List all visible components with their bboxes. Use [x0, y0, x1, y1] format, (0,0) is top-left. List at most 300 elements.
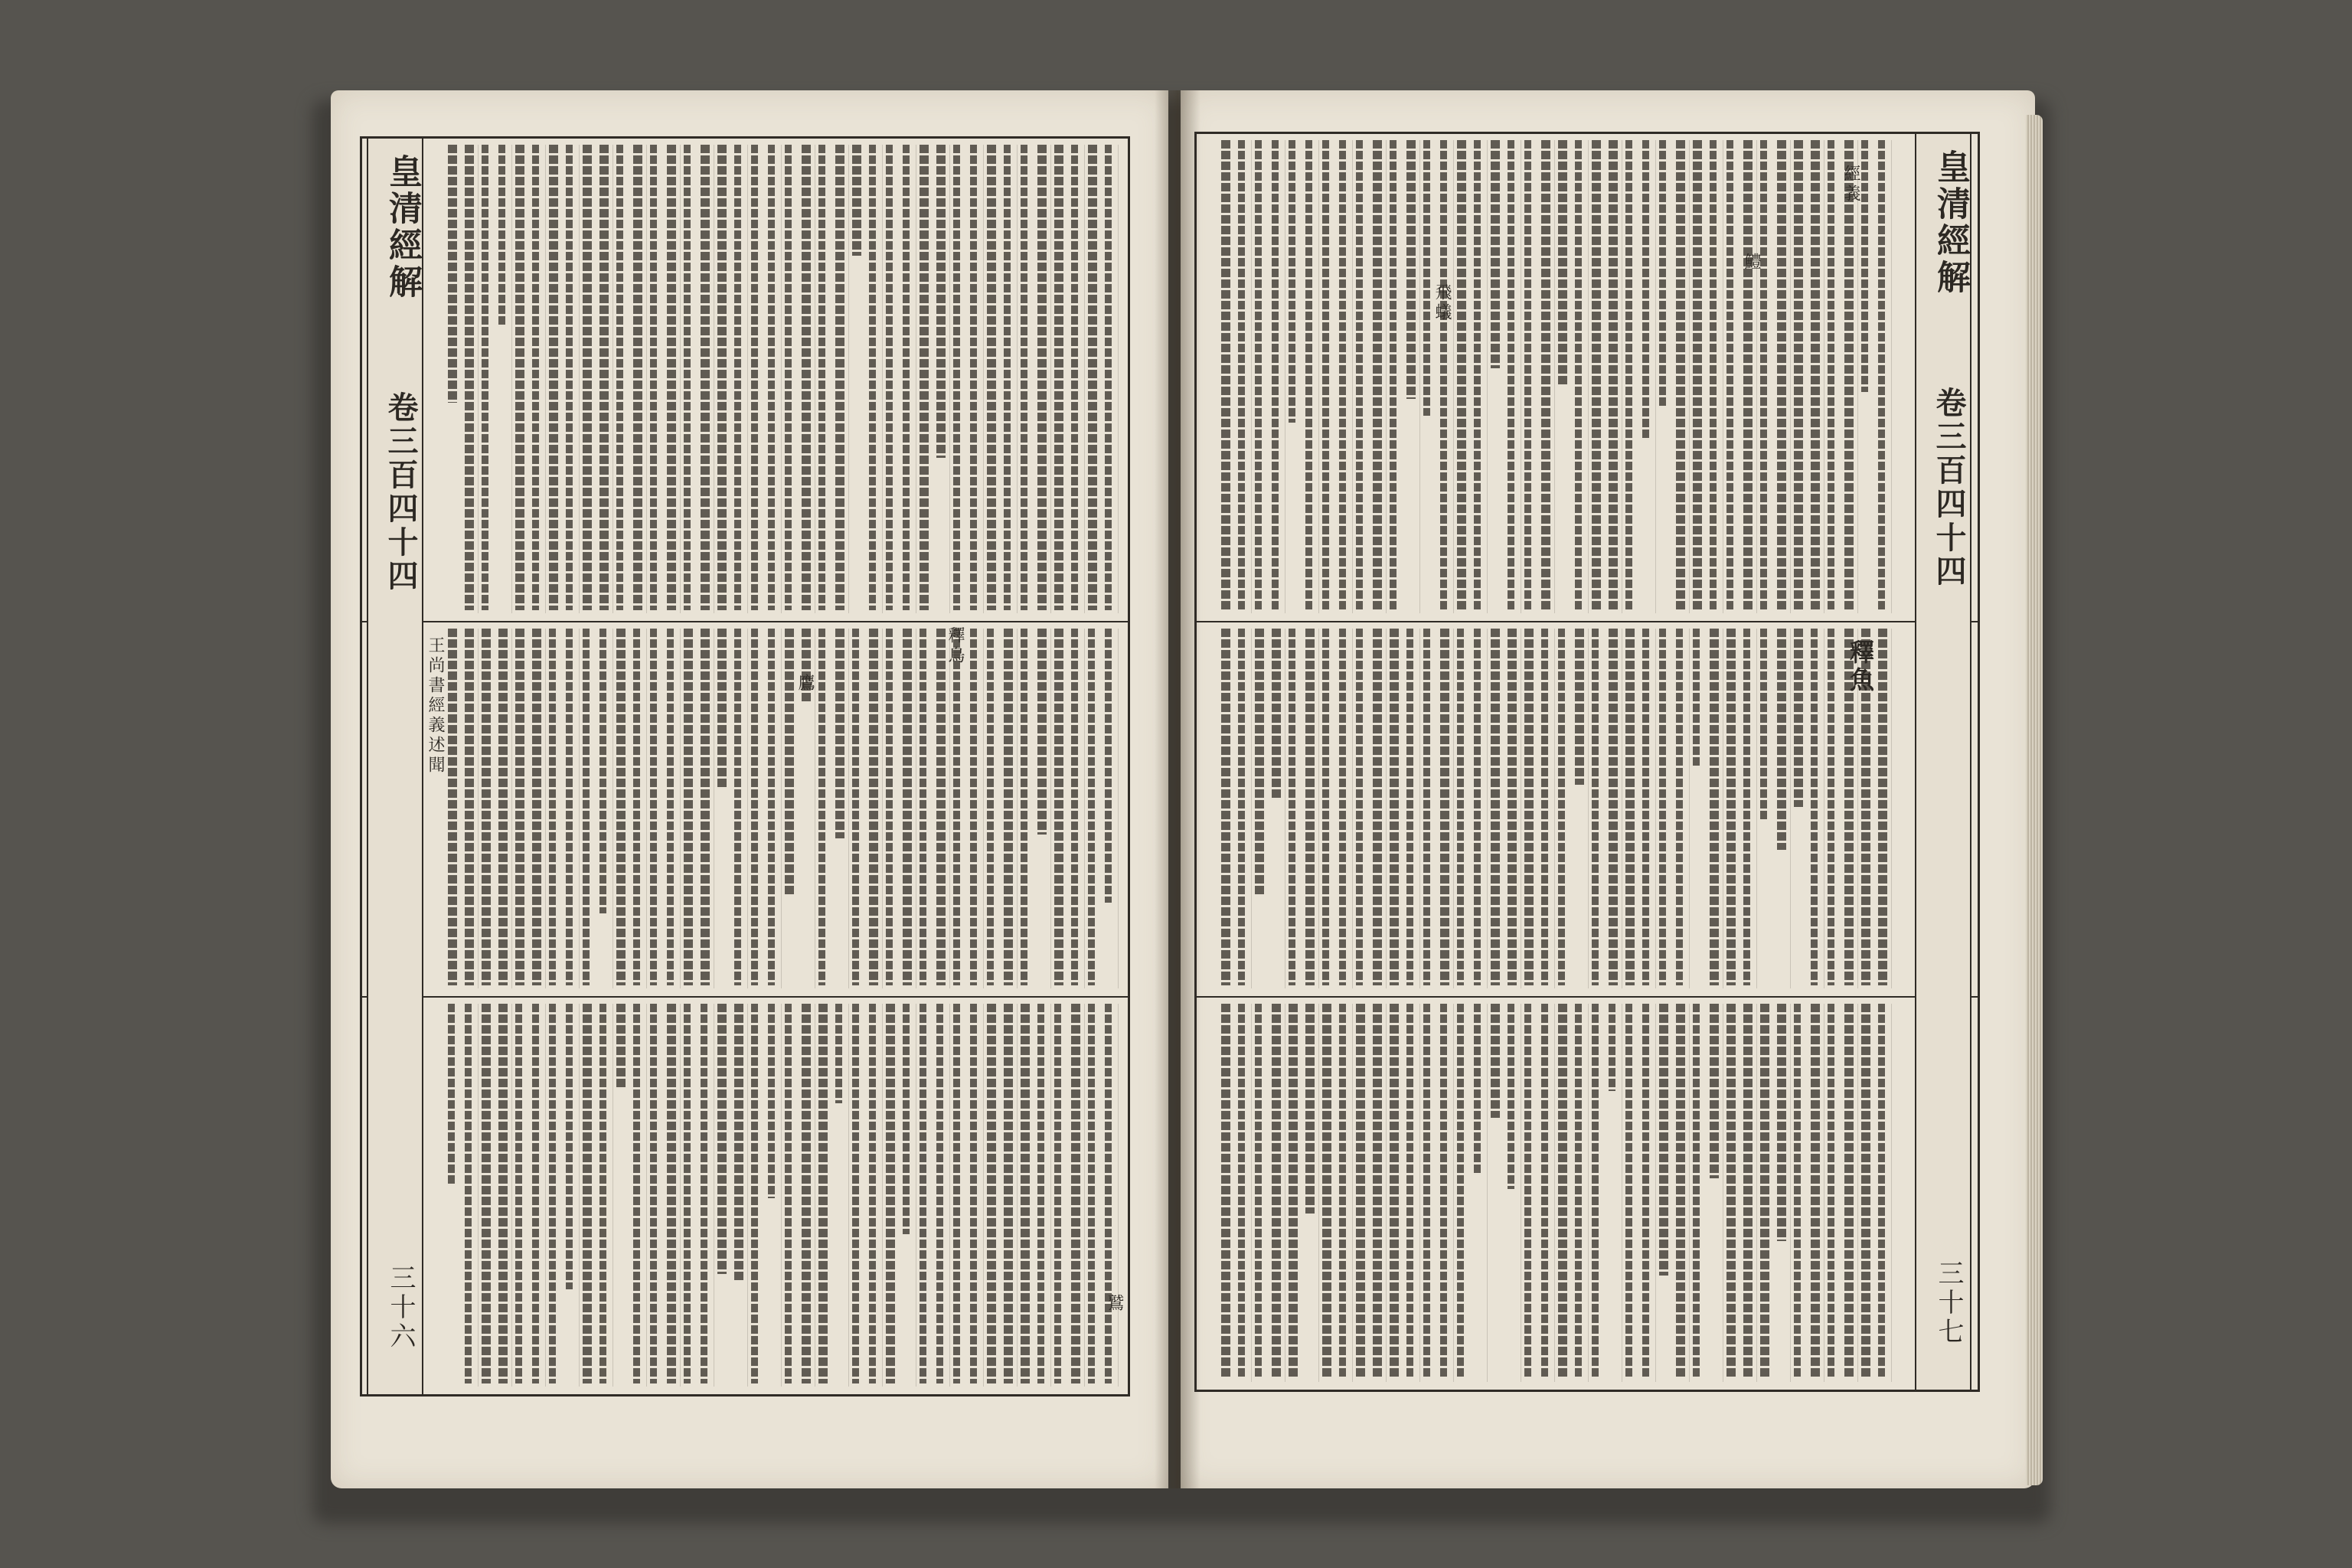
text-column: [549, 1004, 556, 1383]
text-column: [1508, 140, 1514, 610]
text-column: [1659, 629, 1666, 985]
heading-shi-niao: 釋鳥: [946, 626, 965, 666]
column-rule: [478, 1004, 479, 1387]
text-column: [869, 1004, 876, 1383]
text-column: [1238, 629, 1245, 985]
column-rule: [1118, 629, 1119, 988]
text-column: [532, 1004, 539, 1383]
text-column: [852, 629, 859, 985]
text-column: [835, 145, 844, 610]
column-rule: [1487, 1004, 1488, 1382]
column-rule: [1352, 140, 1353, 613]
column-rule: [1756, 1004, 1757, 1382]
text-column: [1255, 629, 1264, 895]
text-column: [1743, 140, 1753, 610]
text-column: [448, 629, 457, 985]
column-rule: [1084, 1004, 1085, 1387]
text-column: [802, 145, 811, 610]
column-rule: [579, 145, 580, 613]
column-rule: [1453, 140, 1454, 613]
text-column: [465, 629, 474, 985]
column-rule: [646, 629, 647, 988]
column-rule: [747, 145, 748, 613]
column-rule: [511, 1004, 512, 1387]
column-rule: [1050, 1004, 1051, 1387]
heading-fei-yi: 飛蟻: [1432, 283, 1452, 323]
text-column: [465, 1004, 472, 1383]
text-column: [1625, 140, 1632, 610]
text-column: [448, 1004, 455, 1186]
text-column: [1423, 629, 1430, 985]
text-column: [650, 1004, 657, 1383]
column-rule: [949, 629, 950, 988]
text-column: [1693, 629, 1700, 766]
column-rule: [1790, 140, 1791, 613]
text-column: [1440, 629, 1449, 985]
text-column: [987, 1004, 996, 1383]
column-rule: [1487, 629, 1488, 988]
text-column: [869, 629, 878, 985]
text-column: [936, 629, 946, 985]
text-column: [684, 145, 691, 610]
text-column: [1071, 1004, 1080, 1383]
column-rule: [1386, 140, 1387, 613]
text-column: [1676, 629, 1683, 985]
column-rule: [680, 1004, 681, 1387]
text-column: [1221, 629, 1230, 985]
text-column: [751, 629, 758, 985]
text-column: [1726, 1004, 1736, 1379]
text-column: [886, 145, 893, 610]
text-column: [1609, 1004, 1615, 1091]
text-column: [785, 145, 792, 610]
column-rule: [612, 629, 613, 988]
text-column: [701, 145, 710, 610]
text-column: [1221, 1004, 1230, 1379]
column-rule: [882, 1004, 883, 1387]
right-top-text-columns: [1204, 140, 1893, 613]
column-rule: [848, 629, 849, 988]
text-column: [667, 145, 676, 610]
column-rule: [579, 1004, 580, 1387]
text-column: [1356, 1004, 1365, 1379]
text-column: [734, 629, 741, 985]
column-rule: [1318, 1004, 1319, 1382]
text-column: [785, 1004, 792, 1383]
text-column: [970, 1004, 977, 1383]
text-column: [616, 629, 626, 985]
column-rule: [983, 629, 984, 988]
left-title-strip: [367, 139, 423, 1394]
text-column: [818, 145, 825, 610]
heading-jing-wei: 經義: [1841, 165, 1860, 204]
heading-sheng-li: 鱧: [1742, 253, 1761, 273]
text-column: [1423, 140, 1430, 416]
right-title-strip: [1915, 134, 1971, 1390]
text-column: [1693, 1004, 1700, 1379]
column-rule: [1386, 1004, 1387, 1382]
text-column: [1339, 140, 1346, 610]
text-column: [549, 629, 556, 985]
text-column: [1105, 629, 1112, 903]
column-rule: [511, 145, 512, 613]
text-column: [1491, 140, 1500, 368]
left-bottom-text-columns: [439, 1004, 1120, 1387]
text-column: [835, 1004, 842, 1103]
column-rule: [1857, 1004, 1858, 1382]
column-rule: [1318, 140, 1319, 613]
text-column: [684, 1004, 691, 1383]
column-rule: [680, 629, 681, 988]
column-rule: [1655, 1004, 1656, 1382]
text-column: [1524, 1004, 1531, 1379]
text-column: [1541, 140, 1550, 610]
text-column: [920, 1004, 926, 1383]
text-column: [1037, 1004, 1044, 1383]
text-column: [1440, 1004, 1447, 1379]
text-column: [1592, 1004, 1599, 1379]
left-top-text-columns: [439, 145, 1120, 613]
column-rule: [1118, 145, 1119, 613]
column-rule: [545, 145, 546, 613]
text-column: [515, 145, 524, 610]
text-column: [1861, 1004, 1870, 1379]
left-volume-number: 卷三百四十四: [383, 391, 419, 593]
text-column: [1322, 629, 1329, 985]
text-column: [633, 145, 642, 610]
text-column: [1105, 145, 1112, 610]
column-rule: [579, 629, 580, 988]
text-column: [1524, 140, 1531, 610]
text-column: [1878, 140, 1885, 610]
column-rule: [1655, 140, 1656, 613]
text-column: [1088, 629, 1095, 985]
column-rule: [478, 145, 479, 613]
text-column: [1457, 1004, 1464, 1379]
column-rule: [1689, 629, 1690, 988]
column-rule: [1554, 629, 1555, 988]
column-rule: [1487, 140, 1488, 613]
text-column: [1794, 629, 1803, 807]
column-rule: [511, 629, 512, 988]
text-column: [1356, 140, 1363, 610]
right-leaf-number: 三十七: [1933, 1259, 1964, 1347]
text-column: [549, 145, 558, 610]
text-column: [970, 629, 977, 985]
text-column: [1642, 1004, 1649, 1379]
column-rule: [1891, 629, 1892, 988]
column-rule: [1891, 1004, 1892, 1382]
text-column: [903, 145, 910, 610]
text-column: [1575, 629, 1584, 785]
text-column: [1474, 1004, 1481, 1173]
column-rule: [747, 629, 748, 988]
text-column: [1508, 1004, 1514, 1189]
text-column: [1760, 140, 1767, 610]
column-rule: [1084, 629, 1085, 988]
column-rule: [646, 1004, 647, 1387]
column-rule: [1554, 1004, 1555, 1382]
text-column: [566, 145, 573, 610]
text-column: [1339, 1004, 1346, 1379]
text-column: [1491, 1004, 1500, 1118]
text-column: [751, 1004, 758, 1383]
text-column: [482, 145, 488, 610]
text-column: [1238, 140, 1245, 610]
text-column: [1811, 1004, 1820, 1379]
left-band-divider-1: [362, 621, 1128, 622]
text-column: [1272, 629, 1281, 799]
text-column: [1642, 140, 1649, 439]
right-volume-number: 卷三百四十四: [1931, 387, 1967, 589]
column-rule: [949, 1004, 950, 1387]
text-column: [482, 629, 491, 985]
text-column: [1541, 629, 1548, 985]
text-column: [1844, 140, 1854, 610]
text-column: [1289, 1004, 1298, 1379]
text-column: [1558, 140, 1567, 385]
text-column: [1406, 629, 1413, 985]
column-rule: [848, 145, 849, 613]
text-column: [1625, 1004, 1632, 1379]
text-column: [1406, 140, 1416, 399]
text-column: [1390, 140, 1396, 610]
text-column: [1625, 629, 1635, 985]
text-column: [1575, 1004, 1582, 1379]
text-column: [903, 629, 912, 985]
right-bottom-text-columns: [1204, 1004, 1893, 1382]
column-rule: [949, 145, 950, 613]
column-rule: [1453, 629, 1454, 988]
text-column: [717, 145, 727, 610]
text-column: [751, 145, 758, 610]
text-column: [701, 629, 710, 985]
text-column: [583, 145, 592, 610]
column-rule: [1790, 629, 1791, 988]
text-column: [1575, 140, 1582, 610]
text-column: [616, 1004, 626, 1087]
text-column: [1558, 1004, 1567, 1379]
text-column: [1305, 140, 1312, 610]
column-rule: [1588, 1004, 1589, 1382]
text-column: [1071, 145, 1078, 610]
text-column: [1289, 140, 1295, 423]
text-column: [1592, 140, 1601, 610]
column-rule: [1756, 140, 1757, 613]
column-rule: [1251, 629, 1252, 988]
column-rule: [612, 145, 613, 613]
text-column: [1710, 629, 1719, 985]
column-rule: [1689, 1004, 1690, 1382]
text-column: [616, 145, 623, 610]
column-rule: [1419, 1004, 1420, 1382]
column-rule: [882, 629, 883, 988]
text-column: [1609, 629, 1618, 985]
text-column: [1105, 1004, 1112, 1383]
text-column: [785, 629, 794, 896]
column-rule: [882, 145, 883, 613]
text-column: [667, 1004, 676, 1383]
column-rule: [1017, 629, 1018, 988]
text-column: [1004, 1004, 1013, 1383]
text-column: [498, 629, 508, 985]
text-column: [1811, 140, 1820, 610]
text-column: [886, 1004, 895, 1383]
column-rule: [848, 1004, 849, 1387]
text-column: [936, 145, 946, 458]
text-column: [835, 629, 844, 838]
text-column: [920, 145, 929, 610]
text-column: [1659, 1004, 1668, 1276]
text-column: [1676, 140, 1685, 610]
column-rule: [1118, 1004, 1119, 1387]
text-column: [515, 629, 524, 985]
text-column: [1440, 140, 1447, 610]
column-rule: [1386, 629, 1387, 988]
text-column: [953, 1004, 960, 1383]
text-column: [1777, 140, 1786, 610]
column-rule: [1050, 145, 1051, 613]
text-column: [498, 145, 505, 325]
text-column: [1071, 629, 1078, 985]
left-series-title: 皇清經解: [383, 154, 422, 301]
column-rule: [1050, 629, 1051, 988]
right-band-divider-2: [1197, 996, 1978, 998]
text-column: [1642, 629, 1649, 985]
text-column: [583, 1004, 592, 1383]
text-column: [1726, 629, 1736, 985]
text-column: [920, 629, 926, 985]
column-rule: [1857, 140, 1858, 613]
text-column: [852, 145, 861, 256]
text-column: [1305, 1004, 1315, 1214]
text-column: [1878, 1004, 1885, 1379]
text-column: [1844, 1004, 1854, 1379]
text-column: [1508, 629, 1517, 985]
text-column: [734, 145, 741, 610]
text-column: [599, 145, 609, 610]
text-column: [953, 145, 960, 610]
column-rule: [983, 1004, 984, 1387]
text-column: [1221, 140, 1230, 610]
text-column: [886, 629, 893, 985]
text-column: [768, 629, 775, 985]
text-column: [1541, 1004, 1548, 1379]
text-column: [1828, 140, 1834, 610]
text-column: [667, 629, 674, 985]
text-column: [1609, 140, 1618, 610]
left-middle-text-columns: [439, 629, 1120, 988]
heading-jiu-zhu: 鷲: [1105, 1294, 1124, 1314]
text-column: [1373, 629, 1382, 985]
column-rule: [1588, 140, 1589, 613]
text-column: [818, 629, 825, 985]
text-column: [1004, 145, 1011, 610]
text-column: [1777, 629, 1786, 850]
text-column: [1743, 1004, 1753, 1379]
text-column: [1373, 1004, 1382, 1379]
book-gutter: [1155, 90, 1200, 1488]
text-column: [448, 145, 457, 403]
column-rule: [781, 1004, 782, 1387]
text-column: [987, 145, 996, 610]
right-middle-text-columns: [1204, 629, 1893, 988]
text-column: [717, 629, 727, 789]
text-column: [987, 629, 994, 985]
text-column: [852, 1004, 859, 1383]
text-column: [1760, 629, 1767, 821]
text-column: [1272, 1004, 1281, 1379]
text-column: [498, 1004, 508, 1383]
text-column: [1592, 629, 1599, 985]
text-column: [903, 1004, 910, 1234]
column-rule: [1017, 1004, 1018, 1387]
text-column: [1811, 629, 1818, 985]
text-column: [1373, 140, 1382, 610]
text-column: [1828, 1004, 1834, 1379]
text-column: [1322, 140, 1329, 610]
text-column: [1760, 1004, 1769, 1379]
text-column: [869, 145, 876, 610]
text-column: [599, 629, 606, 913]
text-column: [1878, 629, 1887, 985]
column-rule: [545, 1004, 546, 1387]
text-column: [1693, 140, 1702, 610]
text-column: [1659, 140, 1666, 407]
text-column: [717, 1004, 727, 1274]
text-column: [1305, 629, 1315, 985]
text-column: [566, 1004, 573, 1289]
column-rule: [1251, 140, 1252, 613]
text-column: [650, 145, 657, 610]
text-column: [1676, 1004, 1685, 1379]
text-column: [583, 629, 590, 985]
text-column: [936, 1004, 943, 1383]
text-column: [1491, 629, 1500, 985]
column-rule: [1419, 629, 1420, 988]
right-text-frame: [1194, 132, 1980, 1392]
column-rule: [1756, 629, 1757, 988]
column-rule: [1251, 1004, 1252, 1382]
column-rule: [1352, 1004, 1353, 1382]
column-rule: [781, 145, 782, 613]
text-column: [1021, 629, 1027, 985]
text-column: [1088, 145, 1097, 610]
text-column: [566, 629, 573, 985]
left-band-divider-2: [362, 996, 1128, 998]
column-rule: [1084, 145, 1085, 613]
text-column: [1272, 140, 1279, 610]
left-text-frame: [360, 136, 1130, 1396]
left-leaf-number: 三十六: [385, 1264, 416, 1351]
text-column: [1524, 629, 1534, 985]
column-rule: [1017, 145, 1018, 613]
column-rule: [1554, 140, 1555, 613]
heading-ying: 鷹: [795, 674, 815, 694]
column-rule: [1419, 140, 1420, 613]
text-column: [650, 629, 657, 985]
text-column: [768, 145, 775, 610]
text-column: [1423, 1004, 1430, 1379]
text-column: [1021, 145, 1027, 610]
text-column: [1474, 140, 1481, 610]
text-column: [1390, 629, 1399, 985]
text-column: [1054, 145, 1063, 610]
text-column: [1457, 629, 1464, 985]
column-rule: [781, 629, 782, 988]
text-column: [1339, 629, 1346, 985]
text-column: [1289, 629, 1295, 985]
